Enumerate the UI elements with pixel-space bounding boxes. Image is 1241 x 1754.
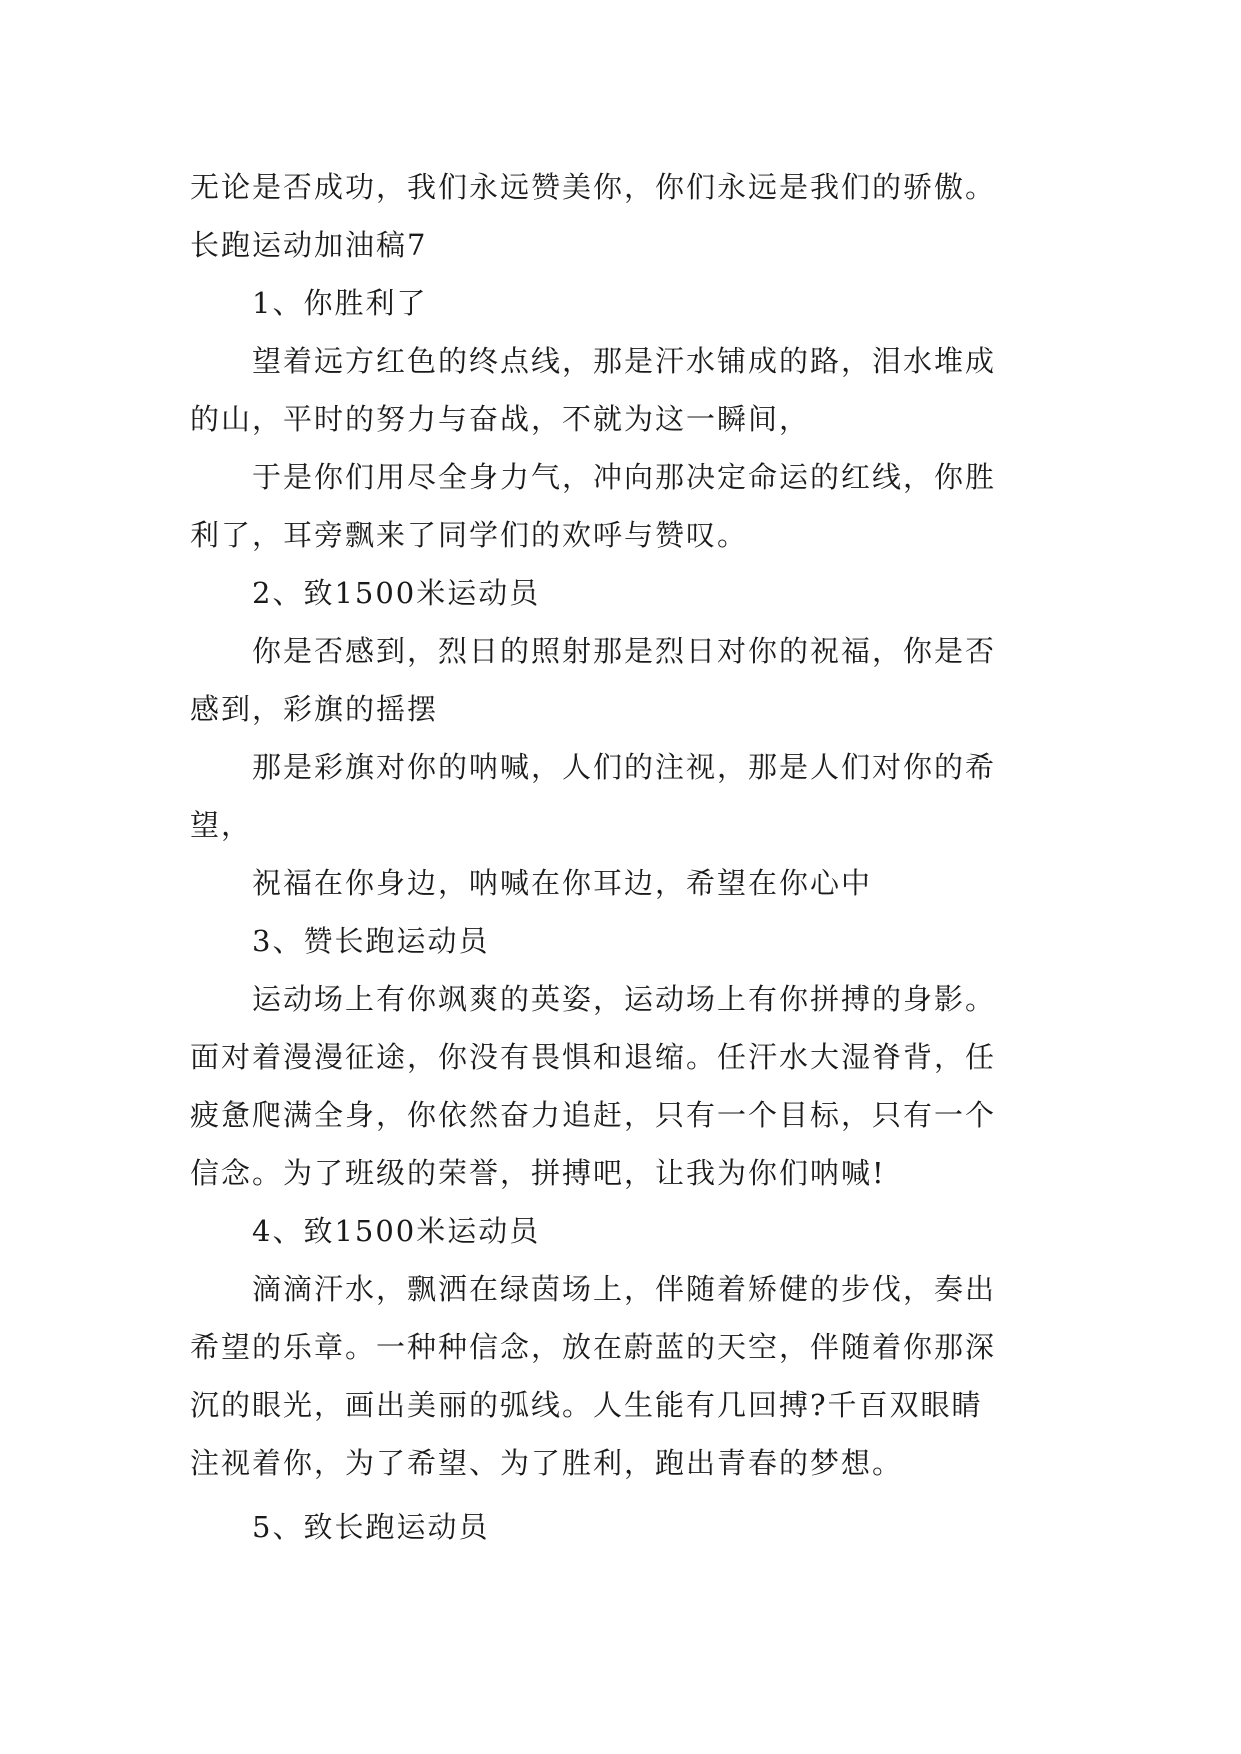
text-line: 运动场上有你飒爽的英姿，运动场上有你拼搏的身影。 [252,982,997,1016]
text-line: 注视着你，为了希望、为了胜利，跑出青春的梦想。 [190,1446,904,1480]
text-line: 疲惫爬满全身，你依然奋力追赶，只有一个目标，只有一个 [190,1098,997,1132]
text-line: 那是彩旗对你的呐喊，人们的注视，那是人们对你的希 [252,750,997,784]
section-title: 长跑运动加油稿7 [190,228,428,262]
text-line: 沉的眼光，画出美丽的弧线。人生能有几回搏?千百双眼睛 [190,1388,983,1422]
text-line: 信念。为了班级的荣誉，拼搏吧，让我为你们呐喊! [190,1156,886,1190]
text-line: 利了，耳旁飘来了同学们的欢呼与赞叹。 [190,518,749,552]
text-line: 你是否感到，烈日的照射那是烈日对你的祝福，你是否 [252,634,997,668]
poem-heading: 2、致1500米运动员 [252,576,541,610]
poem-heading: 5、致长跑运动员 [252,1510,490,1544]
poem-heading: 3、赞长跑运动员 [252,924,490,958]
poem-heading: 1、你胜利了 [252,286,428,320]
text-line: 祝福在你身边，呐喊在你耳边，希望在你心中 [252,866,873,900]
text-line: 无论是否成功，我们永远赞美你，你们永远是我们的骄傲。 [190,170,997,204]
text-line: 感到，彩旗的摇摆 [190,692,439,726]
poem-heading: 4、致1500米运动员 [252,1214,541,1248]
text-line: 希望的乐章。一种种信念，放在蔚蓝的天空，伴随着你那深 [190,1330,997,1364]
text-line: 的山，平时的努力与奋战，不就为这一瞬间， [190,402,811,436]
text-line: 滴滴汗水，飘洒在绿茵场上，伴随着矫健的步伐，奏出 [252,1272,997,1306]
document-body [190,158,1070,1556]
text-line: 望， [190,808,253,842]
text-line: 面对着漫漫征途，你没有畏惧和退缩。任汗水大湿脊背，任 [190,1040,997,1074]
text-line: 望着远方红色的终点线，那是汗水铺成的路，泪水堆成 [252,344,997,378]
text-line: 于是你们用尽全身力气，冲向那决定命运的红线，你胜 [252,460,997,494]
